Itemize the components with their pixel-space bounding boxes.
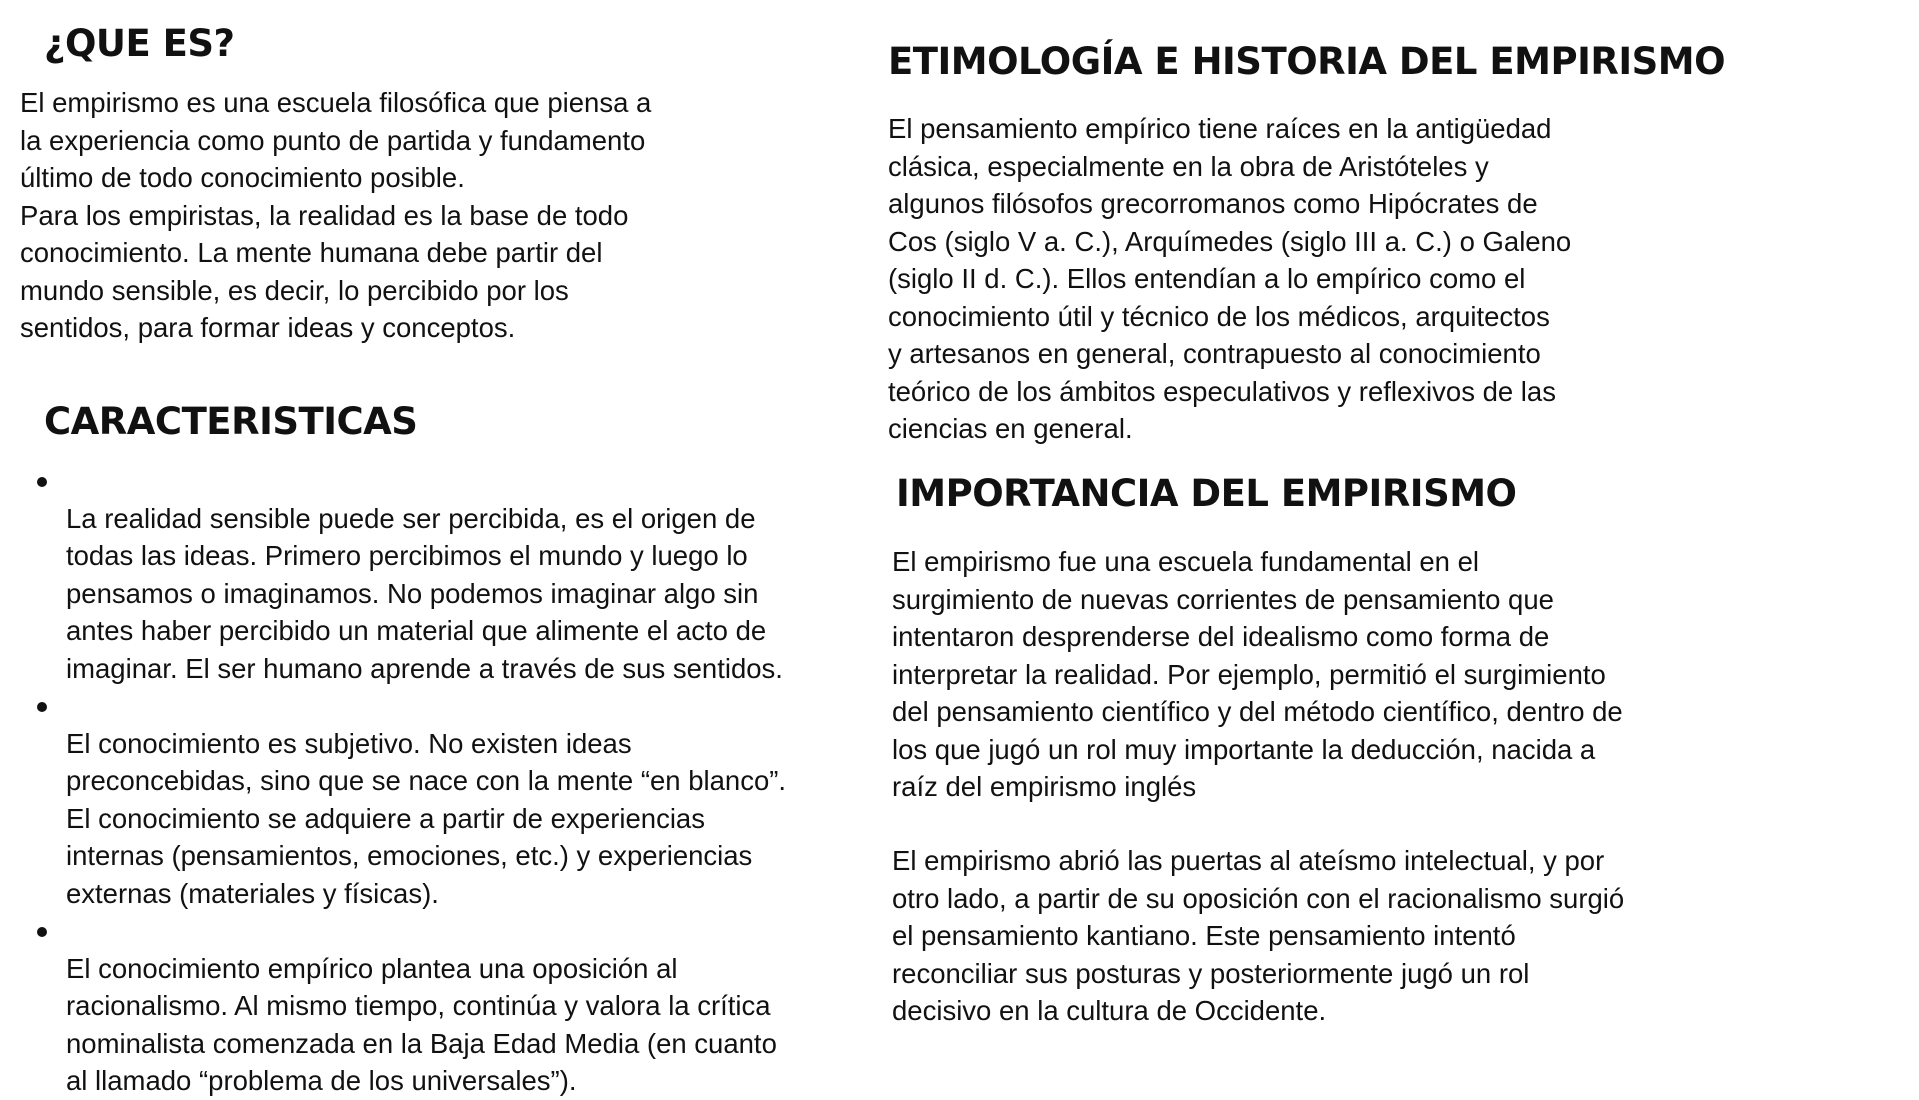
caracteristicas-list [20, 462, 786, 1100]
etimologia-paragraph: El pensamiento empírico tiene raíces en la antigüedad clásica, especialmente en la obra de Aristóteles y algunos filósofos grecorromanos como Hipócrates de Cos (siglo V a. C.), Arquímedes (siglo III a. C.) o Galeno (siglo II d. C.). Ellos entendían a lo empírico como el conocimiento útil y técnico de los médicos, arquitectos y artesanos en general, contrapuesto al conocimiento teórico de los ámbitos especulativos y reflexivos de las ciencias en general. [888, 113, 1572, 444]
list-item [20, 462, 786, 687]
bullet-icon [37, 927, 47, 937]
list-item [20, 687, 786, 912]
bullet-icon [37, 702, 47, 712]
importancia-paragraph-2: El empirismo abrió las puertas al ateísmo intelectual, y por otro lado, a partir de su oposición con el racionalismo surgió el pensamiento kantiano. Este pensamiento intentó reconciliar sus posturas y posteriormente jugó un rol decisivo en la cultura de Occidente. [892, 845, 1625, 1026]
que-es-heading: ¿QUE ES? [44, 22, 235, 65]
importancia-heading: IMPORTANCIA DEL EMPIRISMO [896, 472, 1517, 515]
etimologia-heading: ETIMOLOGÍA E HISTORIA DEL EMPIRISMO [888, 40, 1726, 83]
list-item-text: La realidad sensible puede ser percibida, es el origen de todas las ideas. Primero percibimos el mundo y luego lo pensamos o imaginamos. No podemos imaginar algo sin antes haber percibido un material que alimente el acto de imaginar. El ser humano aprende a través de sus sentidos. [66, 502, 783, 684]
bullet-icon [37, 477, 47, 487]
caracteristicas-heading: CARACTERISTICAS [44, 400, 418, 443]
list-item-text: El conocimiento es subjetivo. No existen ideas preconcebidas, sino que se nace con la mente “en blanco”. El conocimiento se adquiere a partir de experiencias internas (pensamientos, emociones, etc.) y experiencias externas (materiales y físicas). [66, 727, 787, 909]
list-item-text: El conocimiento empírico plantea una oposición al racionalismo. Al mismo tiempo, continúa y valora la crítica nominalista comenzada en la Baja Edad Media (en cuanto al llamado “problema de los universales”). [66, 952, 777, 1096]
list-item [20, 912, 786, 1100]
que-es-paragraph: El empirismo es una escuela filosófica que piensa a la experiencia como punto de partida y fundamento último de todo conocimiento posible. Para los empiristas, la realidad es la base de todo conocimiento. La mente humana debe partir del mundo sensible, es decir, lo percibido por los sentidos, para formar ideas y conceptos. [20, 87, 652, 343]
importancia-paragraph-1: El empirismo fue una escuela fundamental en el surgimiento de nuevas corrientes de pensamiento que intentaron desprenderse del idealismo como forma de interpretar la realidad. Por ejemplo, permitió el surgimiento del pensamiento científico y del método científico, dentro de los que jugó un rol muy importante la deducción, nacida a raíz del empirismo inglés [892, 546, 1623, 802]
